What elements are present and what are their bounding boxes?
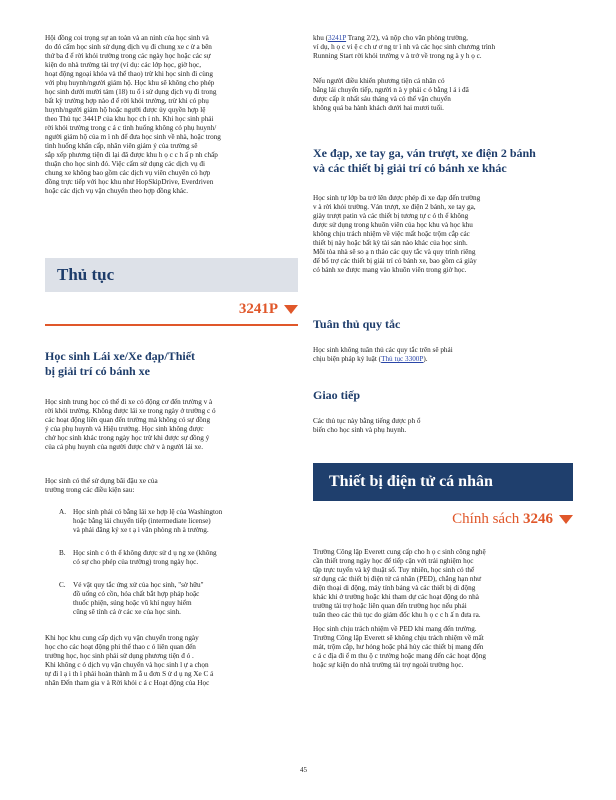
student-driving-heading: Học sinh Lái xe/Xe đạp/Thiết bị giải trí có bánh xe bbox=[45, 349, 196, 378]
conduct-paragraph bbox=[313, 346, 573, 364]
procedure-3300p-link[interactable]: Thủ tục 3300P bbox=[381, 355, 424, 363]
communication-heading: Giao tiếp bbox=[313, 388, 360, 402]
intermediate-license-paragraph: Nếu người điều khiển phương tiện cá nhân có bằng lái chuyển tiếp, người n à y phải c ó bằng l á i đã được cấp ít nhất sáu tháng và có thể vận chuyển không quá ba hành khách dưới hai mươi tuổi. bbox=[313, 77, 469, 112]
devices-paragraph-2: Học sinh chịu trách nhiệm về PED khi mang đến trường. Trường Công lập Everett sẽ không chịu trách nhiệm về mất mát, trộm cắp, hư hỏng hoặc phá hủy các thiết bị mang đến c á c địa đi ể m thu ộ c trường hoặc mang đến các hoạt động hoặc sự kiện do nhà trường tài trợ ngoài trường học. bbox=[313, 625, 486, 669]
triangle-down-icon bbox=[559, 515, 573, 524]
procedure-banner bbox=[45, 258, 298, 292]
conduct-text-end: ). bbox=[423, 355, 428, 363]
conduct-text: Học sinh không tuân thủ các quy tắc trên sẽ phải chịu biện pháp kỷ luật ( bbox=[313, 346, 453, 363]
procedure-banner-title: Thủ tục bbox=[57, 265, 115, 284]
intro-paragraph: Hội đồng coi trọng sự an toàn và an ninh của học sinh và do đó cấm học sinh sử dụng dịch vụ đi chung xe c ừ a bên thứ ba đ ể rời khỏi trường trong các ngày học hoặc các sự kiện do nhà trường tài trợ (ví dụ: các lớp học, giờ học, hoạt động ngoại khóa và thể thao) trừ khi học sinh đi cùng với phụ huynh/người giám hộ. Học khu sẽ không cho phép học sinh dưới mười tám (18) tu ổ i sử dụng dịch vụ đi trong bất kỳ trường hợp nào đ ể rời khỏi trường, trừ khi có phụ huynh/người giám hộ hoặc người được ủy quyền hợp lệ theo Thủ tục 3441P của khu học ch ỉ nh. Khi học sinh phải rời khỏi trường trong c á c tình huống không có phụ huynh/ người giám hộ của m ì nh để đưa học sinh về nhà, hoặc trong tình huống khẩn cấp, nhân viên giám ý của trường sẽ sắp xếp phương tiện đi lại đã được khu h ọ c c h ấ p nh chấp thuận cho học sinh đó. Việc cấm sử dụng các dịch vụ đi chung xe không bao gồm các dịch vụ viên chuyên có hợp đồng trực tiếp với học khu như HopSkipDrive, Everdriven hoặc các dịch vụ vận chuyển theo hợp đồng khác. bbox=[45, 34, 221, 195]
page-number: 45 bbox=[300, 766, 307, 774]
communication-paragraph: Các thủ tục này bằng tiếng được ph ổ biến cho học sinh và phụ huynh. bbox=[313, 417, 421, 434]
list-text: Vé vật quy tắc ứng xử của học sinh, "sờ hữu" đồ uống có cồn, hóa chất bắt hợp pháp hoặc thuốc phiện, súng hoặc vũ khí nguy hiểm cũng sẽ tính cả ở các xe của học sinh. bbox=[73, 581, 204, 616]
list-letter: B. bbox=[59, 549, 66, 557]
list-letter: A. bbox=[59, 508, 66, 516]
procedure-number-text: 3241P bbox=[238, 301, 278, 317]
policy-3241p-link[interactable]: 3241P bbox=[327, 34, 347, 42]
devices-paragraph-1: Trường Công lập Everett cung cấp cho h ọ c sinh công nghệ cần thiết trong ngày học để tiếp cận với trải nghiệm học tập trực tuyến và kỹ thuật số. Tuy nhiên, học sinh có thể sử dụng các thiết bị điện tử cá nhân (PED), chẳng hạn như điện thoại di động, máy tính bảng và các thiết bị di động khác khi ở trường hoặc khi tham dự các hoạt động do nhà trường tài trợ hoặc liên quan đến trường học nếu phải tuân theo các thủ tục do giám đốc khu h ọ c c h ấ n đưa ra. bbox=[313, 548, 486, 619]
conduct-heading: Tuân thủ quy tắc bbox=[313, 317, 401, 331]
triangle-down-icon bbox=[284, 305, 298, 314]
bikes-paragraph: Học sinh tự lớp ba trở lên được phép đi xe đạp đến trường v à rời khỏi trường. Ván trượt, xe điện 2 bánh, xe tay ga, giày trượt patin và các thiết bị tương tự c ó th ể không được sử dụng trong khuôn viên của học khu và học khu không chịu trách nhiệm về việc mất hoặc trộm cắp các thiết bị này hoặc bất kỳ tài sản nào khác của học sinh. Mỗi tòa nhà sẽ so ạ n thảo các quy tắc và quy trình riêng để bổ trợ các thiết bị giải trí có bánh xe, bao gồm cả giày có bánh xe được mang vào khuôn viên trong giờ học. bbox=[313, 194, 481, 274]
transport-paragraph: Khi học khu cung cấp dịch vụ vận chuyển trong ngày học cho các hoạt động phi thể thao c ó liên quan đến trường học, học sinh phải sử dụng phương tiện đ ó . Khi không c ó dịch vụ vận chuyển và học sinh l ự a chọn tự đi l ạ i th ì phải hoàn thành m ẫ u đơn S ử d ụ ng Xe C á nhân Đến tham gia v à Rời khỏi c á c Hoạt động của Học bbox=[45, 634, 214, 687]
list-letter: C. bbox=[59, 581, 66, 589]
list-text: Học sinh c ó th ể không được sử d ụ ng xe (không có sự cho phép của trường) trong ngày học. bbox=[73, 549, 217, 566]
continued-text: khu ( bbox=[313, 34, 328, 42]
policy-label: Chính sách bbox=[452, 511, 520, 527]
policy-number bbox=[452, 511, 573, 528]
devices-banner-title: Thiết bị điện tử cá nhân bbox=[329, 473, 493, 490]
devices-banner bbox=[313, 463, 573, 501]
list-text: Học sinh phải có bằng lái xe hợp lệ của Washington hoặc bằng lái chuyển tiếp (intermediate license) và phải đăng ký xe t ạ i văn phòng nh à trường. bbox=[73, 508, 223, 534]
orange-divider bbox=[45, 324, 298, 326]
procedure-number bbox=[239, 301, 298, 318]
parking-intro: Học sinh có thể sử dụng bãi đậu xe của trường trong các điều kiện sau: bbox=[45, 477, 158, 494]
continued-text-end: Trang 2/2), và nộp cho văn phòng trường, ví dụ, h ọ c vi ệ c ch ư ơ ng tr ì nh và các học sinh chương trình Running Start rời khỏi trường v à trở về trong ng à y h ọ c. bbox=[313, 34, 496, 60]
bikes-heading: Xe đạp, xe tay ga, ván trượt, xe điện 2 bánh và các thiết bị giải trí có bánh xe khác bbox=[313, 146, 536, 175]
policy-number-text: 3246 bbox=[523, 511, 553, 527]
left-column bbox=[45, 0, 298, 800]
continued-paragraph bbox=[313, 34, 573, 61]
driving-paragraph: Học sinh trung học có thể đi xe có động cơ đến trường v à rời khỏi trường. Không được lái xe trong ngày ở trường c ó các hoạt động liên quan đến trường mà không có sự đồng ý của phụ huynh và Hiệu trưởng. Học sinh không được chở học sinh khác trong ngày học trừ khi được sự đồng ý của cả phụ huynh của người được chở v à người lái xe. bbox=[45, 398, 216, 451]
right-column bbox=[313, 0, 573, 800]
